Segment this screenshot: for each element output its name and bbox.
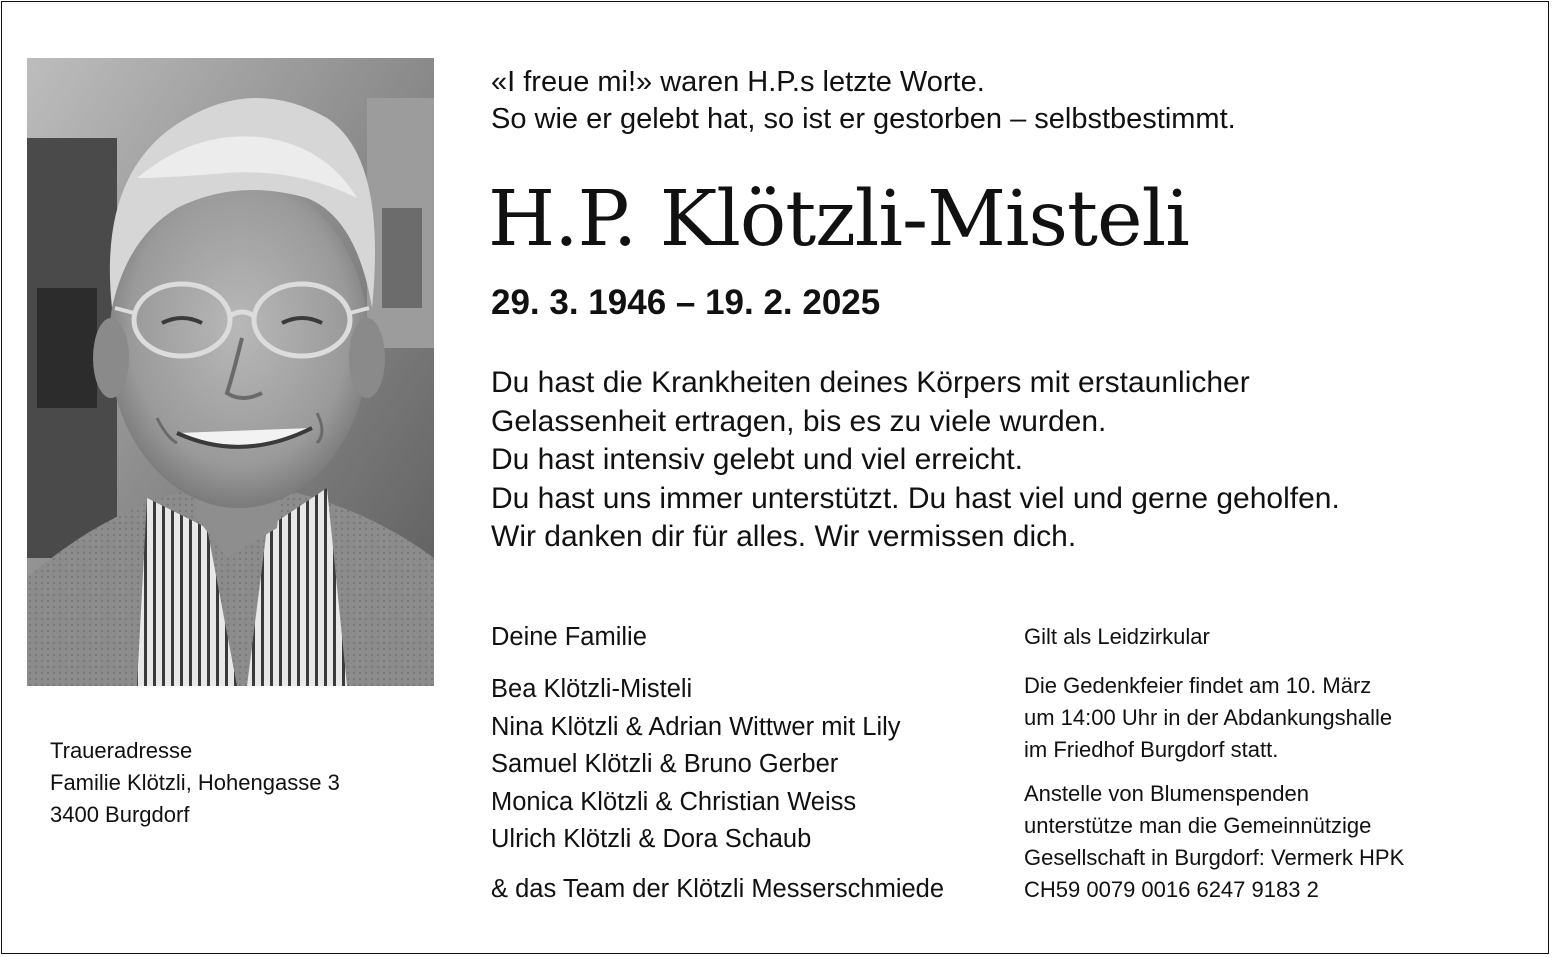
message-line: Du hast uns immer unterstützt. Du hast viel und gerne geholfen. bbox=[491, 481, 1340, 515]
quote-line-1: «I freue mi!» waren H.P.s letzte Worte. bbox=[491, 66, 985, 98]
notice-section bbox=[1024, 622, 1404, 906]
quote bbox=[491, 64, 1236, 138]
family-member: Ulrich Klötzli & Dora Schaub bbox=[491, 825, 812, 853]
message-line: Gelassenheit ertragen, bis es zu viele wurden. bbox=[491, 404, 1107, 438]
donation-info bbox=[1024, 778, 1404, 906]
message-line: Wir danken dir für alles. Wir vermissen dich. bbox=[491, 520, 1077, 553]
donation-line: Anstelle von Blumenspenden bbox=[1024, 781, 1309, 806]
donation-iban: CH59 0079 0016 6247 9183 2 bbox=[1024, 877, 1319, 902]
donation-line: unterstütze man die Gemeinnützige bbox=[1024, 813, 1372, 838]
deceased-name: H.P. Klötzli-Misteli bbox=[488, 175, 1189, 264]
address-line-1: Familie Klötzli, Hohengasse 3 bbox=[50, 770, 340, 795]
family-member: Nina Klötzli & Adrian Wittwer mit Lily bbox=[491, 712, 901, 741]
family-member: Samuel Klötzli & Bruno Gerber bbox=[491, 750, 839, 778]
life-dates: 29. 3. 1946 – 19. 2. 2025 bbox=[491, 283, 881, 322]
donation-line: Gesellschaft in Burgdorf: Vermerk HPK bbox=[1024, 845, 1405, 870]
quote-line-2: So wie er gelebt hat, so ist er gestorben – selbstbestimmt. bbox=[491, 103, 1236, 135]
farewell-message bbox=[491, 364, 1340, 557]
address-line-2: 3400 Burgdorf bbox=[50, 802, 190, 827]
circular-label: Gilt als Leidzirkular bbox=[1024, 624, 1210, 649]
ceremony-line: im Friedhof Burgdorf statt. bbox=[1024, 737, 1279, 762]
address-label: Traueradresse bbox=[50, 738, 193, 763]
family-heading: Deine Familie bbox=[491, 623, 647, 651]
message-line: Du hast die Krankheiten deines Körpers mit erstaunlicher bbox=[491, 366, 1250, 399]
ceremony-line: um 14:00 Uhr in der Abdankungshalle bbox=[1024, 705, 1393, 730]
message-line: Du hast intensiv gelebt und viel erreicht. bbox=[491, 443, 1023, 476]
ceremony-info bbox=[1024, 670, 1404, 766]
family-members bbox=[491, 671, 944, 859]
ceremony-line: Die Gedenkfeier findet am 10. März bbox=[1024, 673, 1372, 698]
family-member: Monica Klötzli & Christian Weiss bbox=[491, 787, 857, 816]
family-member: Bea Klötzli-Misteli bbox=[491, 675, 693, 703]
portrait-photo bbox=[27, 58, 434, 686]
obituary-card bbox=[1, 1, 1549, 954]
family-team: & das Team der Klötzli Messerschmiede bbox=[491, 874, 945, 903]
mourning-address bbox=[50, 735, 340, 831]
family-section bbox=[491, 621, 944, 905]
